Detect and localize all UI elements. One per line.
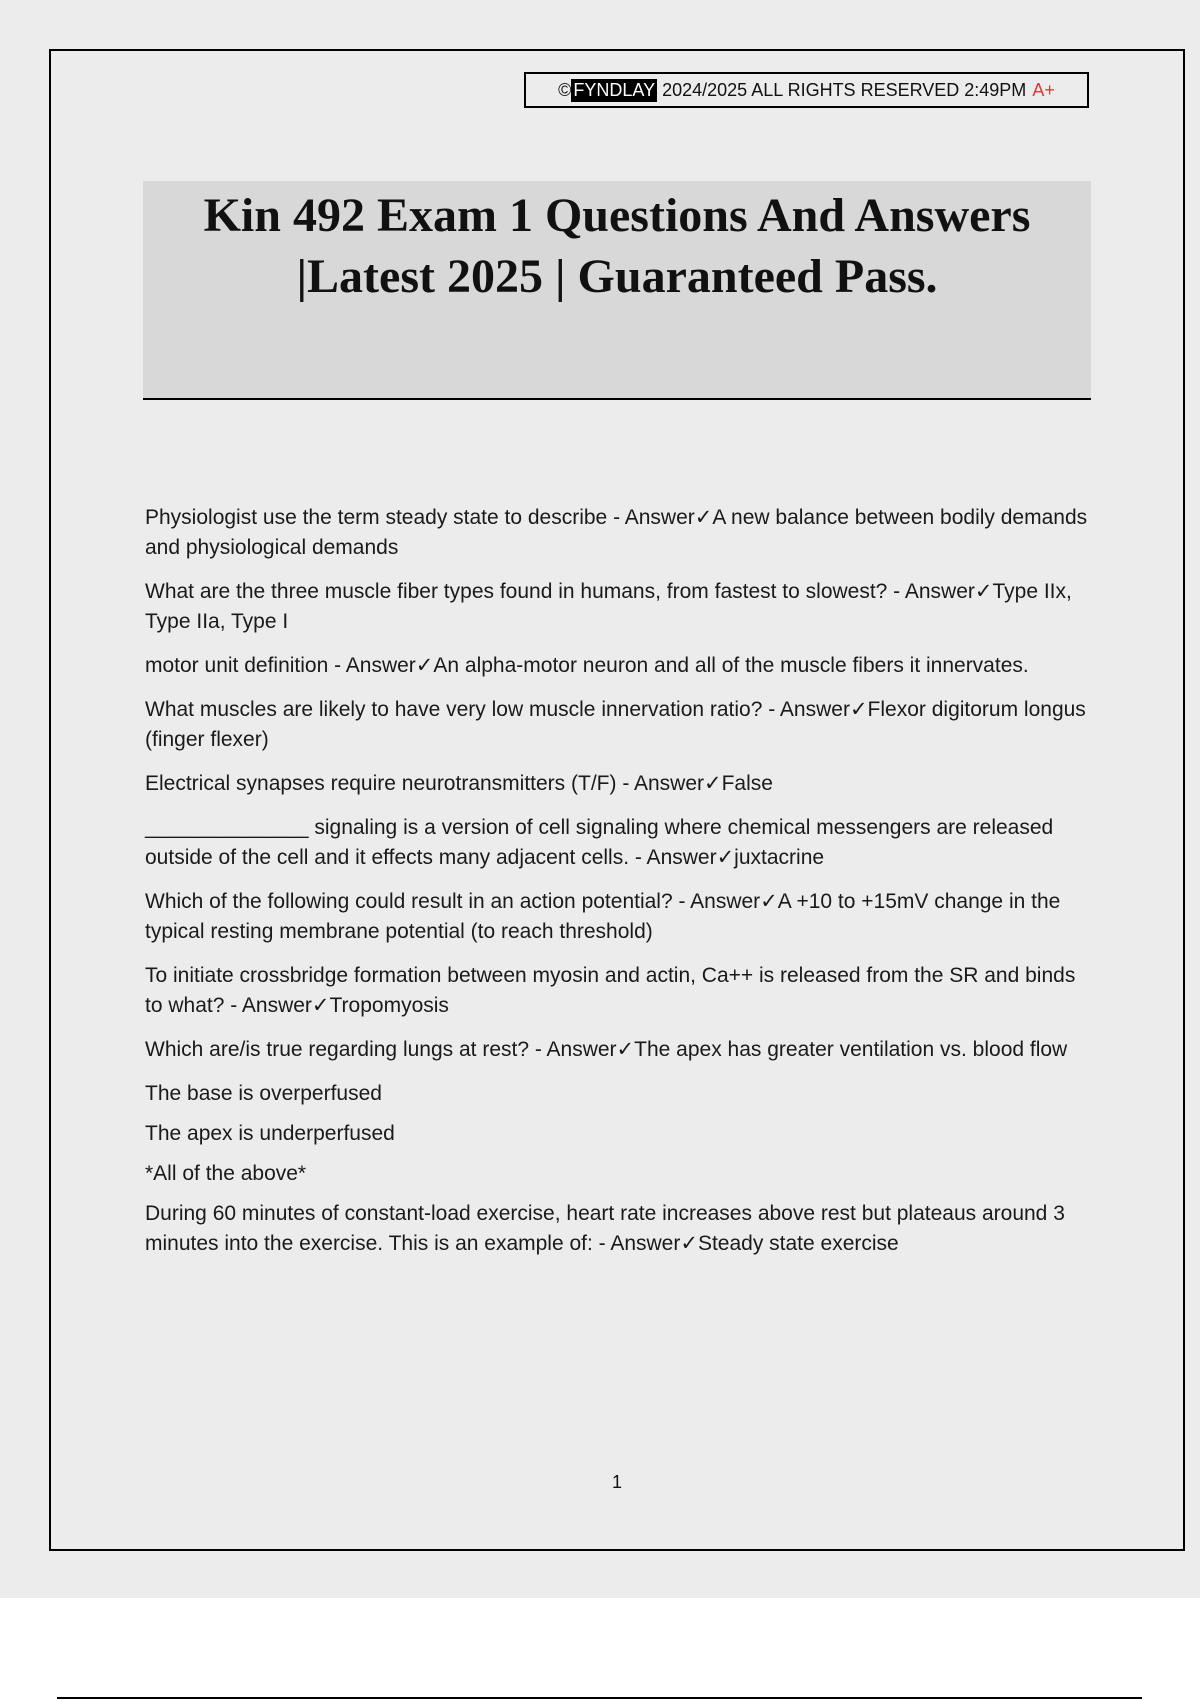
- qa-paragraph: Electrical synapses require neurotransmitters (T/F) - Answer✓False: [145, 772, 773, 795]
- qa-content: [145, 503, 1095, 1273]
- copyright-text: 2024/2025 ALL RIGHTS RESERVED 2:49PM: [662, 79, 1027, 100]
- grade-badge: A+: [1032, 79, 1055, 100]
- qa-paragraph: Which are/is true regarding lungs at rest? - Answer✓The apex has greater ventilation vs. blood flow: [145, 1038, 1068, 1061]
- copyright-symbol: ©: [558, 79, 572, 100]
- qa-paragraph: During 60 minutes of constant-load exercise, heart rate increases above rest but plateaus around 3 minutes into the exercise. This is an example of: - Answer✓Steady state exercise: [145, 1202, 1065, 1255]
- document-title: [143, 181, 1091, 307]
- divider: [57, 1697, 1142, 1699]
- page-number: 1: [611, 1472, 622, 1492]
- title-line-1: Kin 492 Exam 1 Questions And Answers: [203, 189, 1031, 242]
- brand-name: FYNDLAY: [573, 79, 656, 100]
- qa-paragraph: The apex is underperfused: [145, 1122, 395, 1145]
- qa-paragraph: Which of the following could result in an action potential? - Answer✓A +10 to +15mV change in the typical resting membrane potential (to reach threshold): [145, 890, 1061, 943]
- qa-paragraph: ______________ signaling is a version of cell signaling where chemical messengers are released outside of the cell and it effects many adjacent cells. - Answer✓juxtacrine: [145, 816, 1054, 869]
- title-line-2: |Latest 2025 | Guaranteed Pass.: [296, 250, 938, 303]
- qa-paragraph: What are the three muscle fiber types found in humans, from fastest to slowest? - Answer✓Type IIx, Type IIa, Type I: [145, 580, 1072, 633]
- qa-paragraph: *All of the above*: [145, 1162, 307, 1185]
- qa-paragraph: Physiologist use the term steady state to describe - Answer✓A new balance between bodily demands and physiological demands: [145, 506, 1088, 559]
- qa-paragraph: motor unit definition - Answer✓An alpha-motor neuron and all of the muscle fibers it innervates.: [145, 654, 1029, 677]
- qa-paragraph: The base is overperfused: [145, 1082, 382, 1105]
- qa-paragraph: What muscles are likely to have very low muscle innervation ratio? - Answer✓Flexor digitorum longus (finger flexer): [145, 698, 1086, 751]
- qa-paragraph: To initiate crossbridge formation between myosin and actin, Ca++ is released from the SR and binds to what? - Answer✓Tropomyosis: [145, 964, 1076, 1017]
- title-box: [143, 181, 1091, 400]
- copyright-banner: [524, 72, 1089, 108]
